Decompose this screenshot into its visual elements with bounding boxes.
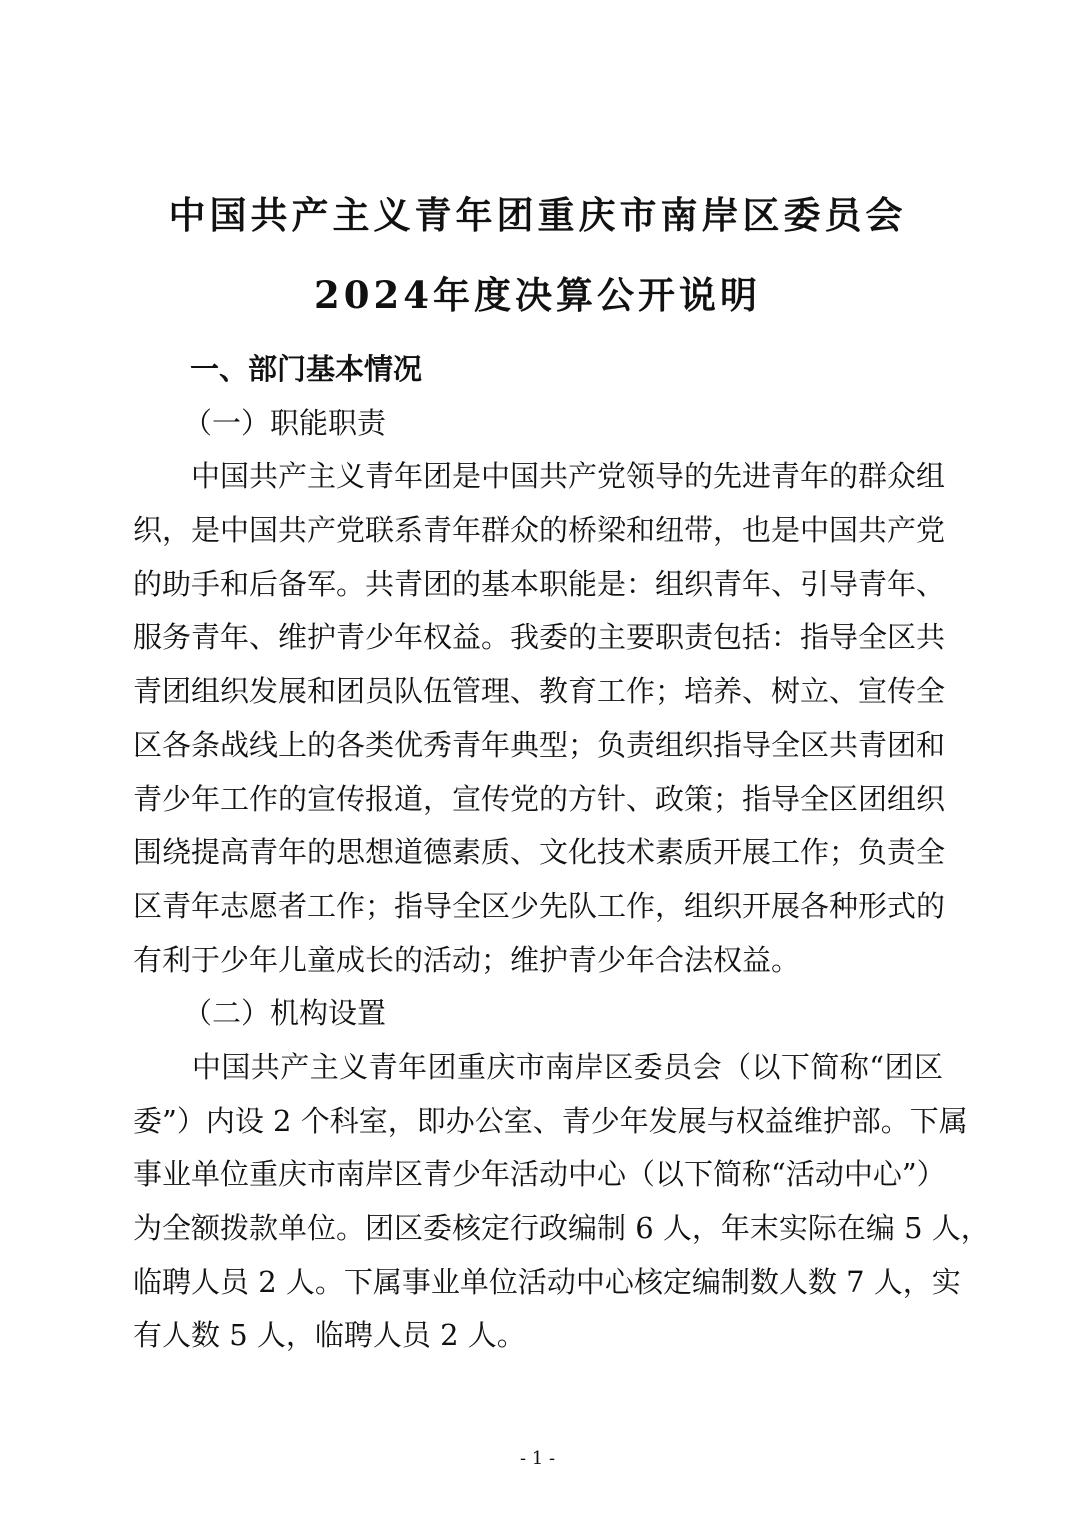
document-title-line2: 2024年度决算公开说明 [314, 273, 761, 317]
paragraph-line: 服务青年、维护青少年权益。我委的主要职责包括：指导全区共 [133, 620, 946, 655]
paragraph-line: 青团组织发展和团员队伍管理、教育工作；培养、树立、宣传全 [133, 674, 946, 709]
paragraph-line: 为全额拨款单位。团区委核定行政编制 6 人，年末实际在编 5 人， [133, 1211, 990, 1245]
subsection-heading-organization: （二）机构设置 [183, 996, 387, 1031]
paragraph-line: 围绕提高青年的思想道德素质、文化技术素质开展工作；负责全 [133, 835, 946, 870]
paragraph-line: 有利于少年儿童成长的活动；维护青少年合法权益。 [133, 942, 801, 977]
paragraph-line: 中国共产主义青年团是中国共产党领导的先进青年的群众组 [133, 459, 946, 494]
paragraph-line: 临聘人员 2 人。下属事业单位活动中心核定编制数人数 7 人，实 [133, 1264, 961, 1299]
paragraph-line: 的助手和后备军。共青团的基本职能是：组织青年、引导青年、 [133, 566, 946, 601]
section-heading: 一、部门基本情况 [190, 352, 423, 386]
page-number: - 1 - [519, 1448, 556, 1469]
paragraph-line: 委”）内设 2 个科室，即办公室、青少年发展与权益维护部。下属 [133, 1103, 968, 1138]
subsection-heading-functions: （一）职能职责 [183, 405, 387, 440]
paragraph-line: 中国共产主义青年团重庆市南岸区委员会（以下简称“团区 [133, 1049, 943, 1084]
document-body [133, 343, 990, 1363]
paragraph-line: 织，是中国共产党联系青年群众的桥梁和纽带，也是中国共产党 [133, 513, 946, 548]
document-title-line1: 中国共产主义青年团重庆市南岸区委员会 [168, 193, 907, 237]
paragraph-line: 青少年工作的宣传报道，宣传党的方针、政策；指导全区团组织 [133, 781, 946, 816]
paragraph-line: 有人数 5 人，临聘人员 2 人。 [133, 1318, 526, 1353]
paragraph-organization [133, 1041, 990, 1363]
paragraph-line: 事业单位重庆市南岸区青少年活动中心（以下简称“活动中心”） [133, 1157, 946, 1192]
paragraph-line: 区各条战线上的各类优秀青年典型；负责组织指导全区共青团和 [133, 727, 946, 762]
paragraph-line: 区青年志愿者工作；指导全区少先队工作，组织开展各种形式的 [133, 888, 946, 923]
paragraph-functions [133, 450, 946, 987]
